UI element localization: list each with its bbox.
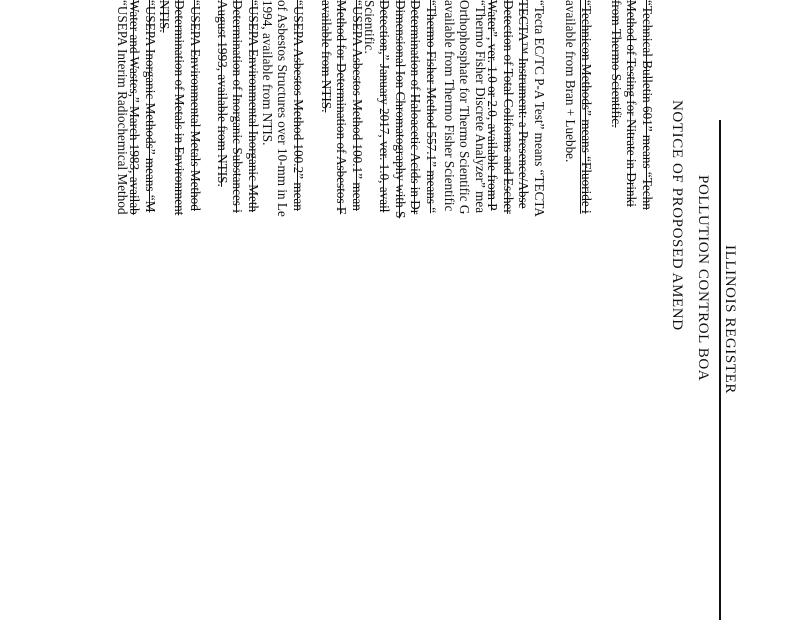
paragraph-line: NTIS. — [157, 0, 172, 33]
rotated-page — [35, 0, 738, 618]
paragraph-line: available from Thermo Fisher Scientific — [442, 0, 457, 212]
paragraph-line: Determination of Metals in Environment — [172, 0, 188, 216]
paragraph-line: “USEPA Environmental Inorganic Meth — [246, 0, 261, 213]
paragraph-line: available from Bran + Luebbe. — [563, 0, 579, 163]
paragraph-line: 1994, available from NTIS. — [260, 0, 275, 146]
paragraph-line: of Asbestos Structures over 10-mm in Le — [275, 0, 291, 217]
paragraph-line: Dimensional Ion Chromatography with S — [393, 0, 408, 219]
paragraph-line: available from NTIS. — [319, 0, 334, 113]
paragraph-line: Water”, ver. 1.0 or 2.0, available from P — [485, 0, 501, 211]
paragraph-line: August 1993, available from NTIS. — [215, 0, 230, 187]
paragraph-line: Method of Testing for Nitrate in Drinki — [624, 0, 640, 207]
register-title: ILLINOIS REGISTER — [722, 245, 738, 394]
paragraph-line: Determination of Haloacetic Acids in Dr — [408, 0, 424, 215]
paragraph-line: TECTA™ Instrument: a Presence/Abse — [516, 0, 532, 209]
paragraph-line: “Technicon Methods” means “Fluoride i — [579, 0, 594, 214]
paragraph-line: Detection,” January 2017, ver. 1.0, avail — [377, 0, 393, 213]
paragraph-line: “USEPA Asbestos Method 100.1” mean — [350, 0, 365, 211]
paragraph-line: “USEPA Interim Radiochemical Method — [115, 0, 130, 215]
paragraph-line: “Tecta EC/TC P-A Test” means “TECTA — [532, 0, 547, 217]
paragraph-line: “USEPA Inorganic Methods” means “M — [143, 0, 158, 213]
paragraph-line: Orthophosphate for Thermo Scientific G — [457, 0, 473, 215]
paragraph-line: “Thermo Fisher Discrete Analyzer” mea — [473, 0, 488, 214]
paragraph-line: from Thermo Scientific. — [609, 0, 624, 128]
paragraph-line: Scientific. — [362, 0, 377, 54]
paragraph-line: Method for Determination of Asbestos F — [334, 0, 350, 215]
paragraph-line: Determination of Inorganic Substances i — [230, 0, 246, 213]
notice-title: NOTICE OF PROPOSED AMEND — [669, 100, 685, 331]
board-title: POLLUTION CONTROL BOA — [695, 175, 711, 382]
paragraph-line: “Thermo Fisher Method 557.1” means “ — [424, 0, 439, 214]
paragraph-line: Detection of Total Coliforms and Escher — [501, 0, 516, 214]
paragraph-line: Water and Wastes,” March 1983, availab — [127, 0, 143, 215]
paragraph-line: “USEPA Environmental Metals Method — [188, 0, 203, 211]
paragraph-line: “Technical Bulletin 601” means “Techn — [640, 0, 655, 210]
paragraph-line: “USEPA Asbestos Method 100.2” mean — [291, 0, 306, 211]
